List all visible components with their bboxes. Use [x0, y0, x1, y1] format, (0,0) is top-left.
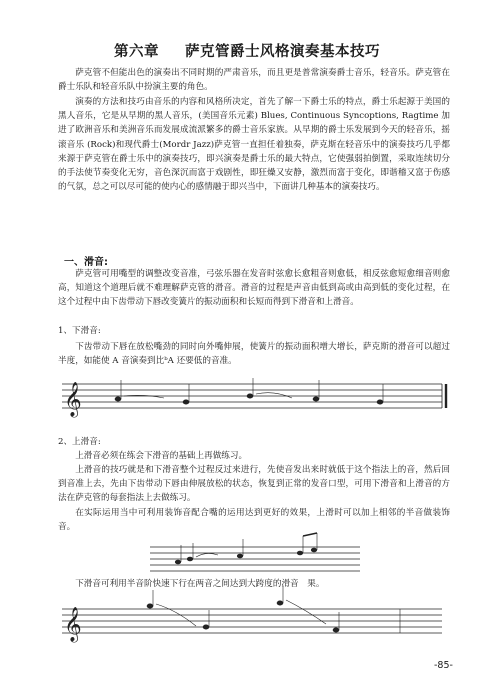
sub2-paragraph-2: 上滑音的技巧就是和下滑音整个过程反过来进行，先使音发出来时就低于这个指法上的音，然后回到音准上去，先由下齿带动下唇由伸展放松的状态，恢复到正常的发音口型，可用下滑音和上滑音的方法在萨克管的每套指法上去做练习。 [58, 465, 450, 504]
treble-clef-icon: 𝄞 [64, 607, 82, 642]
intro-paragraph-1: 萨克管不但能出色的演奏出不同时期的严肃音乐，而且更是普常演奏爵士音乐，轻音乐。萨克管在爵士乐队和轻音乐队中扮演主要的角色。 [58, 68, 450, 93]
staff-2 [150, 547, 360, 571]
sub2-paragraph-1: 上滑音必须在练会下滑音的基础上再做练习。 [75, 451, 248, 461]
sub2-paragraph-3: 在实际运用当中可利用装饰音配合嘴的运用达到更好的效果，上滑时可以加上相邻的半音做装饰音。 [58, 508, 450, 533]
page-number: -85- [434, 660, 453, 671]
chapter-number: 第六章 [114, 44, 159, 60]
staff-3 [62, 609, 442, 633]
staff-1 [62, 384, 446, 408]
chapter-name: 萨克管爵士风格演奏基本技巧 [185, 44, 380, 60]
sub1-label: 1、下滑音: [58, 326, 101, 336]
intro-paragraph-2: 演奏的方法和技巧由音乐的内容和风格所决定，首先了解一下爵士乐的特点，爵士乐起源于美国的黑人音乐，它是从早期的黑人音乐，(美国音乐元素) Blues, Continuous Syncoptions, Ragtime 加进了欧洲音乐和美洲音乐而发展成流派繁多的爵士音乐家族。从早期的爵士乐发展到今天的轻音乐，摇滚音乐 (Rock)和现代爵士(Mordr Jazz)萨克管一直担任着独奏，萨克斯在轻音乐中的演奏技巧几乎都来源于萨克管在爵士乐中的演奏技巧，即兴演奏是爵士乐的最大特点，它使强弱拍倒置，采取连续切分的手法使节奏变化无穷，音色深沉而富于戏剧性，即狂燥又安静，激烈而富于变化，即谐稽又富于伤感的气氛，总之可以尽可能的使内心的感情融于即兴当中，下面讲几种基本的演奏技巧。 [58, 97, 450, 193]
sub1-paragraph: 下齿带动下唇在放松嘴劲的同时向外嘴伸展，使簧片的振动面积增大增长，萨克斯的滑音可以超过半度，如能使 A 音演奏到比ᵇA 还要低的音准。 [58, 342, 450, 367]
section-heading-glissando: 一、滑音: [64, 257, 108, 268]
glissando-paragraph: 萨克管可用嘴型的调整改变音准，弓弦乐器在发音时弦愈长愈粗音则愈低，相反弦愈短愈细音则愈高，知道这个道理后就不难理解萨克管的滑音。滑音的过程是声音由低到高或由高到低的变化过程，在这个过程中由下齿带动下唇改变簧片的振动面积和长短而得到下滑音和上滑音。 [58, 269, 450, 308]
sub2-label: 2、上滑音: [58, 437, 101, 447]
treble-clef-icon: 𝄞 [64, 382, 82, 417]
fall-paragraph: 下滑音可利用半音阶快速下行在两音之间达到大跨度的滑音 果。 [75, 579, 325, 589]
